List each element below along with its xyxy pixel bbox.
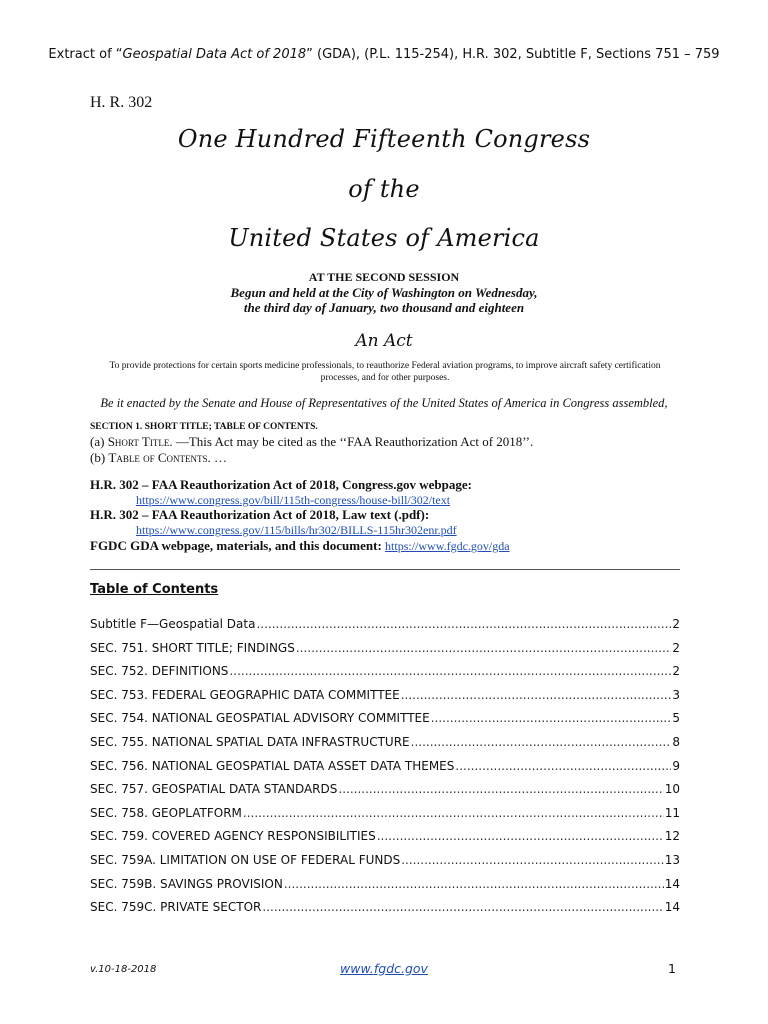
toc-dot-leader [284,877,664,891]
toc-entry[interactable] [90,877,680,891]
fgdc-label: FGDC GDA webpage, materials, and this document: [90,538,382,553]
toc-dot-leader [411,735,672,749]
purpose-statement: To provide protections for certain sports medicine professionals, to reauthorize Federal aviation programs, to improve aircraft safety certification processes, and for other purposes. [109,361,661,383]
toc-dot-leader [431,711,672,725]
fgdc-line [90,538,510,554]
toc-entry-page: 12 [664,829,680,844]
section-1-a-caps: Short Title [107,434,170,449]
toc-entry-title: SEC. 753. FEDERAL GEOGRAPHIC DATA COMMITTEE [90,687,400,702]
toc-entry-page: 5 [672,711,680,726]
bill-number: H. R. 302 [90,94,153,111]
header-prefix: Extract of “ [48,47,123,62]
toc-entry-page: 14 [664,900,680,915]
footer-url-link[interactable]: www.fgdc.gov [340,961,428,976]
toc-entry-title: SEC. 751. SHORT TITLE; FINDINGS [90,640,295,655]
congress-title-line-2: of the [348,175,420,203]
toc-entry-title: SEC. 759. COVERED AGENCY RESPONSIBILITIES [90,829,376,844]
section-1-b-caps: Table of Contents [108,450,208,465]
toc-heading: Table of Contents [90,582,219,597]
toc-dot-leader [243,806,664,820]
toc-entry[interactable] [90,759,680,773]
toc-dot-leader [455,759,671,773]
congress-title-line-3: United States of America [228,224,540,252]
section-1-a-prefix: (a) [90,434,108,449]
footer-version: v.10-18-2018 [90,964,157,975]
law-text-link[interactable]: https://www.congress.gov/115/bills/hr302/BILLS-115hr302enr.pdf [136,523,457,537]
toc-entry-title: SEC. 756. NATIONAL GEOSPATIAL DATA ASSET DATA THEMES [90,758,455,773]
section-1-title: SECTION 1. SHORT TITLE; TABLE OF CONTENTS. [90,422,318,432]
toc-entry-page: 2 [672,640,680,655]
toc-dot-leader [377,829,664,843]
toc-entry-title: SEC. 758. GEOPLATFORM [90,805,242,820]
toc-entry-page: 11 [664,805,680,820]
toc-entry-page: 2 [672,664,680,679]
divider [90,569,680,570]
toc-entry[interactable] [90,711,680,725]
toc-entry-page: 13 [664,853,680,867]
toc-entry[interactable] [90,900,680,914]
section-1-a-text: . —This Act may be cited as the ‘‘FAA Reauthorization Act of 2018’’. [169,434,534,449]
session-line-1: Begun and held at the City of Washington on Wednesday, [230,285,538,300]
law-text-label: H.R. 302 – FAA Reauthorization Act of 2018, Law text (.pdf): [90,507,430,522]
toc-entry-title: SEC. 759A. LIMITATION ON USE OF FEDERAL FUNDS [90,853,401,867]
toc-entry[interactable] [90,688,680,702]
toc-entry-page: 14 [664,876,680,891]
toc-entry-title: SEC. 754. NATIONAL GEOSPATIAL ADVISORY COMMITTEE [90,711,430,726]
toc-dot-leader [262,900,663,914]
toc-entry[interactable] [90,664,680,678]
toc-entry-page: 9 [672,758,680,773]
section-1-b [90,450,227,466]
toc-dot-leader [256,617,671,631]
footer-page-number: 1 [668,961,676,976]
header-act-title: Geospatial Data Act of 2018 [122,47,307,62]
session-heading: AT THE SECOND SESSION [308,270,460,284]
congress-gov-label: H.R. 302 – FAA Reauthorization Act of 2018, Congress.gov webpage: [90,477,472,492]
toc-dot-leader [401,853,664,867]
toc-entry[interactable] [90,853,680,867]
toc-entry-page: 2 [672,617,680,631]
toc-entry[interactable] [90,782,680,796]
toc-entry-title: Subtitle F—Geospatial Data [90,617,256,631]
an-act-heading: An Act [355,331,413,351]
congress-title-line-1: One Hundred Fifteenth Congress [177,125,591,153]
toc-entry-title: SEC. 759C. PRIVATE SECTOR [90,900,262,915]
congress-gov-link[interactable]: https://www.congress.gov/bill/115th-congress/house-bill/302/text [136,493,451,507]
toc-entry-title: SEC. 755. NATIONAL SPATIAL DATA INFRASTRUCTURE [90,735,410,749]
toc-entry[interactable] [90,617,680,631]
fgdc-link[interactable]: https://www.fgdc.gov/gda [385,539,510,553]
document-header [0,47,768,62]
toc-entry[interactable] [90,641,680,655]
toc-entry-page: 10 [664,782,680,797]
session-line-2: the third day of January, two thousand and eighteen [243,300,525,315]
toc-entry-title: SEC. 759B. SAVINGS PROVISION [90,876,283,891]
section-1-a [90,434,533,450]
toc-entry[interactable] [90,829,680,843]
toc-entry-page: 8 [672,735,680,749]
toc-dot-leader [296,641,672,655]
section-1-b-prefix: (b) [90,450,109,465]
toc-dot-leader [338,782,663,796]
toc-entry-title: SEC. 757. GEOSPATIAL DATA STANDARDS [90,782,338,797]
section-1-b-text: . … [207,450,228,465]
enacting-clause: Be it enacted by the Senate and House of Representatives of the United States of America in Congress assembled, [100,396,668,410]
toc-entry[interactable] [90,806,680,820]
toc-entry[interactable] [90,735,680,749]
toc-dot-leader [401,688,672,702]
toc-dot-leader [229,664,671,678]
header-suffix: ” (GDA), (P.L. 115-254), H.R. 302, Subtitle F, Sections 751 – 759 [306,47,720,62]
toc-entry-page: 3 [672,687,680,702]
toc-entry-title: SEC. 752. DEFINITIONS [90,664,229,679]
